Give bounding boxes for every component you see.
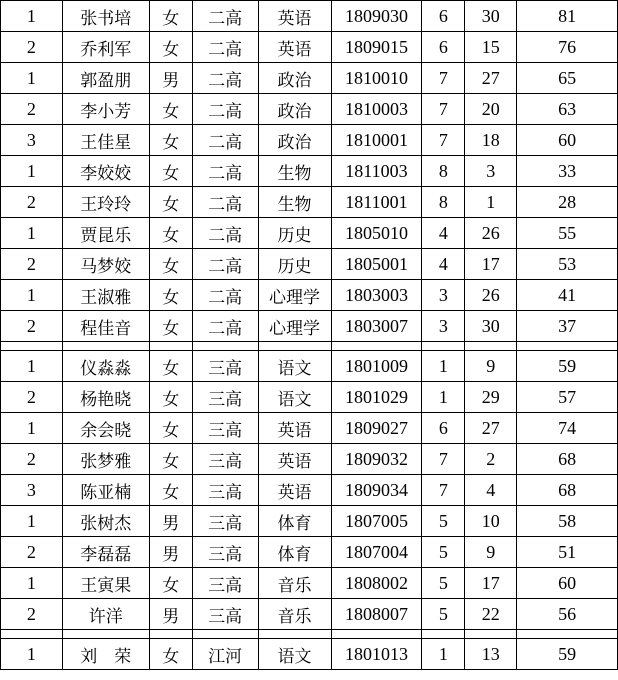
subject-cell: 体育: [258, 506, 331, 537]
exam-id-cell: 1801013: [331, 639, 422, 670]
room-cell: 1: [422, 351, 465, 382]
gender-cell: 女: [149, 280, 192, 311]
exam-id-cell: 1805010: [331, 218, 422, 249]
school-cell: 二高: [192, 156, 258, 187]
seat-cell: 3: [465, 156, 517, 187]
rank-cell: 1: [1, 156, 63, 187]
score-cell: 63: [517, 94, 618, 125]
school-cell: 二高: [192, 94, 258, 125]
seat-cell: 17: [465, 568, 517, 599]
score-cell: 68: [517, 475, 618, 506]
subject-cell: 英语: [258, 475, 331, 506]
spacer-cell: [465, 630, 517, 639]
score-cell: 60: [517, 125, 618, 156]
subject-cell: 历史: [258, 218, 331, 249]
room-cell: 8: [422, 187, 465, 218]
subject-cell: 音乐: [258, 568, 331, 599]
exam-id-cell: 1803003: [331, 280, 422, 311]
gender-cell: 女: [149, 218, 192, 249]
school-cell: 二高: [192, 218, 258, 249]
exam-id-cell: 1809015: [331, 32, 422, 63]
table-row: [1, 156, 618, 187]
subject-cell: 政治: [258, 63, 331, 94]
seat-cell: 1: [465, 187, 517, 218]
rank-cell: 1: [1, 568, 63, 599]
exam-id-cell: 1809032: [331, 444, 422, 475]
room-cell: 6: [422, 1, 465, 32]
subject-cell: 音乐: [258, 599, 331, 630]
exam-id-cell: 1810010: [331, 63, 422, 94]
table-row: [1, 475, 618, 506]
table-row: [1, 506, 618, 537]
seat-cell: 18: [465, 125, 517, 156]
table-row: [1, 599, 618, 630]
school-cell: 三高: [192, 506, 258, 537]
room-cell: 6: [422, 413, 465, 444]
rank-cell: 2: [1, 599, 63, 630]
rank-cell: 1: [1, 1, 63, 32]
gender-cell: 女: [149, 351, 192, 382]
subject-cell: 英语: [258, 32, 331, 63]
name-cell: 许洋: [62, 599, 149, 630]
spacer-cell: [258, 342, 331, 351]
seat-cell: 9: [465, 537, 517, 568]
table-row: [1, 413, 618, 444]
exam-id-cell: 1811003: [331, 156, 422, 187]
seat-cell: 29: [465, 382, 517, 413]
table-row: [1, 639, 618, 670]
school-cell: 二高: [192, 187, 258, 218]
spacer-cell: [149, 342, 192, 351]
school-cell: 二高: [192, 280, 258, 311]
rank-cell: 2: [1, 249, 63, 280]
spacer-cell: [331, 630, 422, 639]
name-cell: 陈亚楠: [62, 475, 149, 506]
gender-cell: 女: [149, 32, 192, 63]
gender-cell: 女: [149, 475, 192, 506]
score-cell: 53: [517, 249, 618, 280]
table-row: [1, 187, 618, 218]
score-cell: 59: [517, 351, 618, 382]
school-cell: 二高: [192, 1, 258, 32]
name-cell: 仪淼淼: [62, 351, 149, 382]
gender-cell: 女: [149, 413, 192, 444]
seat-cell: 22: [465, 599, 517, 630]
exam-id-cell: 1801009: [331, 351, 422, 382]
exam-id-cell: 1811001: [331, 187, 422, 218]
rank-cell: 1: [1, 351, 63, 382]
rank-cell: 2: [1, 94, 63, 125]
rank-cell: 2: [1, 311, 63, 342]
table-row: [1, 444, 618, 475]
name-cell: 李姣姣: [62, 156, 149, 187]
school-cell: 三高: [192, 599, 258, 630]
score-cell: 51: [517, 537, 618, 568]
score-cell: 58: [517, 506, 618, 537]
room-cell: 4: [422, 249, 465, 280]
table-row: [1, 249, 618, 280]
table-row: [1, 311, 618, 342]
subject-cell: 政治: [258, 94, 331, 125]
subject-cell: 语文: [258, 382, 331, 413]
score-cell: 81: [517, 1, 618, 32]
score-cell: 65: [517, 63, 618, 94]
room-cell: 5: [422, 568, 465, 599]
subject-cell: 语文: [258, 639, 331, 670]
spacer-cell: [1, 630, 63, 639]
room-cell: 1: [422, 382, 465, 413]
spacer-cell: [517, 630, 618, 639]
school-cell: 三高: [192, 568, 258, 599]
room-cell: 7: [422, 475, 465, 506]
school-cell: 三高: [192, 413, 258, 444]
name-cell: 李小芳: [62, 94, 149, 125]
rank-cell: 2: [1, 187, 63, 218]
table-row: [1, 218, 618, 249]
name-cell: 贾昆乐: [62, 218, 149, 249]
gender-cell: 女: [149, 311, 192, 342]
table-row: [1, 280, 618, 311]
spacer-cell: [192, 342, 258, 351]
room-cell: 4: [422, 218, 465, 249]
name-cell: 余会晓: [62, 413, 149, 444]
seat-cell: 4: [465, 475, 517, 506]
name-cell: 杨艳晓: [62, 382, 149, 413]
subject-cell: 语文: [258, 351, 331, 382]
spacer-cell: [258, 630, 331, 639]
gender-cell: 女: [149, 639, 192, 670]
gender-cell: 女: [149, 125, 192, 156]
rank-cell: 3: [1, 475, 63, 506]
name-cell: 李磊磊: [62, 537, 149, 568]
name-cell: 程佳音: [62, 311, 149, 342]
exam-id-cell: 1807004: [331, 537, 422, 568]
exam-id-cell: 1810003: [331, 94, 422, 125]
name-cell: 刘 荣: [62, 639, 149, 670]
name-cell: 张梦雅: [62, 444, 149, 475]
name-cell: 王玲玲: [62, 187, 149, 218]
score-cell: 60: [517, 568, 618, 599]
seat-cell: 20: [465, 94, 517, 125]
score-cell: 33: [517, 156, 618, 187]
name-cell: 郭盈朋: [62, 63, 149, 94]
score-cell: 37: [517, 311, 618, 342]
room-cell: 1: [422, 639, 465, 670]
seat-cell: 2: [465, 444, 517, 475]
school-cell: 三高: [192, 382, 258, 413]
subject-cell: 体育: [258, 537, 331, 568]
rank-cell: 3: [1, 125, 63, 156]
table-row: [1, 94, 618, 125]
school-cell: 江河: [192, 639, 258, 670]
exam-id-cell: 1809034: [331, 475, 422, 506]
school-cell: 二高: [192, 125, 258, 156]
room-cell: 3: [422, 280, 465, 311]
school-cell: 二高: [192, 32, 258, 63]
rank-cell: 1: [1, 63, 63, 94]
exam-id-cell: 1810001: [331, 125, 422, 156]
gender-cell: 女: [149, 187, 192, 218]
name-cell: 王淑雅: [62, 280, 149, 311]
exam-id-cell: 1801029: [331, 382, 422, 413]
room-cell: 7: [422, 125, 465, 156]
spacer-cell: [62, 342, 149, 351]
seat-cell: 9: [465, 351, 517, 382]
exam-id-cell: 1807005: [331, 506, 422, 537]
spacer-cell: [422, 342, 465, 351]
spacer-cell: [149, 630, 192, 639]
subject-cell: 英语: [258, 444, 331, 475]
spacer-cell: [1, 342, 63, 351]
subject-cell: 英语: [258, 1, 331, 32]
exam-id-cell: 1809027: [331, 413, 422, 444]
rank-cell: 1: [1, 218, 63, 249]
spacer-cell: [465, 342, 517, 351]
name-cell: 王寅果: [62, 568, 149, 599]
spacer-row: [1, 630, 618, 639]
subject-cell: 英语: [258, 413, 331, 444]
room-cell: 7: [422, 444, 465, 475]
gender-cell: 女: [149, 568, 192, 599]
name-cell: 马梦姣: [62, 249, 149, 280]
score-cell: 68: [517, 444, 618, 475]
gender-cell: 男: [149, 63, 192, 94]
seat-cell: 10: [465, 506, 517, 537]
room-cell: 5: [422, 537, 465, 568]
name-cell: 乔利军: [62, 32, 149, 63]
rank-cell: 2: [1, 382, 63, 413]
table-body: [1, 1, 618, 670]
subject-cell: 生物: [258, 156, 331, 187]
score-cell: 55: [517, 218, 618, 249]
gender-cell: 女: [149, 1, 192, 32]
rank-cell: 1: [1, 413, 63, 444]
score-cell: 59: [517, 639, 618, 670]
exam-id-cell: 1805001: [331, 249, 422, 280]
exam-id-cell: 1809030: [331, 1, 422, 32]
gender-cell: 男: [149, 506, 192, 537]
school-cell: 二高: [192, 311, 258, 342]
score-cell: 41: [517, 280, 618, 311]
seat-cell: 30: [465, 1, 517, 32]
seat-cell: 27: [465, 413, 517, 444]
rank-cell: 2: [1, 444, 63, 475]
seat-cell: 27: [465, 63, 517, 94]
subject-cell: 政治: [258, 125, 331, 156]
seat-cell: 17: [465, 249, 517, 280]
table-row: [1, 568, 618, 599]
table-row: [1, 32, 618, 63]
subject-cell: 生物: [258, 187, 331, 218]
spacer-cell: [192, 630, 258, 639]
gender-cell: 女: [149, 94, 192, 125]
name-cell: 王佳星: [62, 125, 149, 156]
school-cell: 三高: [192, 537, 258, 568]
gender-cell: 女: [149, 249, 192, 280]
rank-cell: 1: [1, 506, 63, 537]
table-row: [1, 63, 618, 94]
spacer-cell: [331, 342, 422, 351]
score-cell: 76: [517, 32, 618, 63]
spacer-cell: [517, 342, 618, 351]
exam-id-cell: 1803007: [331, 311, 422, 342]
school-cell: 二高: [192, 249, 258, 280]
spacer-cell: [62, 630, 149, 639]
seat-cell: 26: [465, 218, 517, 249]
gender-cell: 女: [149, 444, 192, 475]
score-cell: 57: [517, 382, 618, 413]
gender-cell: 女: [149, 382, 192, 413]
name-cell: 张树杰: [62, 506, 149, 537]
rank-cell: 1: [1, 639, 63, 670]
subject-cell: 历史: [258, 249, 331, 280]
spacer-cell: [422, 630, 465, 639]
spacer-row: [1, 342, 618, 351]
score-cell: 28: [517, 187, 618, 218]
seat-cell: 15: [465, 32, 517, 63]
subject-cell: 心理学: [258, 311, 331, 342]
school-cell: 二高: [192, 63, 258, 94]
name-cell: 张书培: [62, 1, 149, 32]
rank-cell: 2: [1, 32, 63, 63]
room-cell: 5: [422, 599, 465, 630]
school-cell: 三高: [192, 444, 258, 475]
school-cell: 三高: [192, 351, 258, 382]
room-cell: 6: [422, 32, 465, 63]
room-cell: 7: [422, 63, 465, 94]
score-cell: 74: [517, 413, 618, 444]
table-row: [1, 537, 618, 568]
rank-cell: 2: [1, 537, 63, 568]
school-cell: 三高: [192, 475, 258, 506]
seat-cell: 26: [465, 280, 517, 311]
exam-id-cell: 1808007: [331, 599, 422, 630]
gender-cell: 男: [149, 537, 192, 568]
room-cell: 8: [422, 156, 465, 187]
exam-id-cell: 1808002: [331, 568, 422, 599]
seat-cell: 30: [465, 311, 517, 342]
rank-cell: 1: [1, 280, 63, 311]
score-cell: 56: [517, 599, 618, 630]
table-row: [1, 1, 618, 32]
table-row: [1, 351, 618, 382]
room-cell: 5: [422, 506, 465, 537]
gender-cell: 女: [149, 156, 192, 187]
room-cell: 7: [422, 94, 465, 125]
subject-cell: 心理学: [258, 280, 331, 311]
seat-cell: 13: [465, 639, 517, 670]
table-row: [1, 125, 618, 156]
gender-cell: 男: [149, 599, 192, 630]
room-cell: 3: [422, 311, 465, 342]
table-row: [1, 382, 618, 413]
